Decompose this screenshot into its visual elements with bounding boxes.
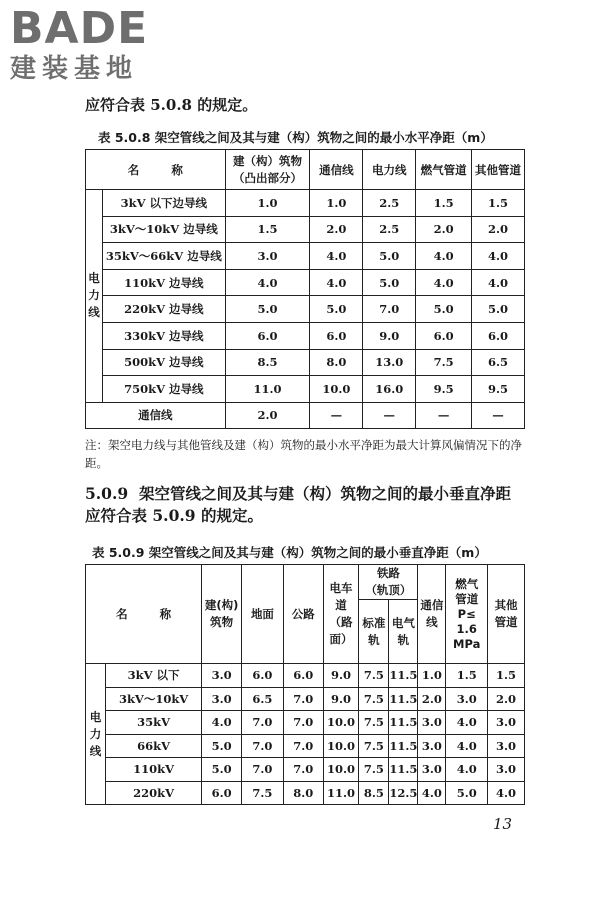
t1-header-other: 其他管道 xyxy=(472,150,525,190)
cell-value: 11.0 xyxy=(323,781,359,805)
t2-header-road: 公路 xyxy=(283,565,323,664)
row-name: 110kV 边导线 xyxy=(102,269,225,296)
cell-value: 5.0 xyxy=(202,758,242,782)
cell-value: 4.0 xyxy=(446,734,488,758)
cell-value: 5.0 xyxy=(310,296,363,323)
t1-header-gas: 燃气管道 xyxy=(416,150,472,190)
cell-value: 4.0 xyxy=(472,269,525,296)
t2-header-tram: 电车 道 （路 面） xyxy=(323,565,359,664)
row-name: 500kV 边导线 xyxy=(102,349,225,376)
cell-value: 5.0 xyxy=(225,296,310,323)
row-name: 220kV xyxy=(105,781,201,805)
cell-value: 16.0 xyxy=(363,376,416,403)
cell-value: 1.5 xyxy=(488,664,525,688)
cell-value: 7.5 xyxy=(416,349,472,376)
cell-value: 7.0 xyxy=(283,687,323,711)
t2-header-other: 其他 管道 xyxy=(488,565,525,664)
row-name: 3kV 以下边导线 xyxy=(102,190,225,217)
cell-value: — xyxy=(416,402,472,428)
row-name: 750kV 边导线 xyxy=(102,376,225,403)
t2-group-label: 电 力 线 xyxy=(86,664,106,805)
cell-value: 3.0 xyxy=(488,758,525,782)
row-name: 3kV～10kV 边导线 xyxy=(102,216,225,243)
table-row xyxy=(86,216,525,243)
table-5-0-8 xyxy=(85,149,525,429)
table-row xyxy=(86,664,525,688)
t2-header-building: 建(构) 筑物 xyxy=(202,565,242,664)
cell-value: 6.0 xyxy=(225,322,310,349)
cell-value: 11.0 xyxy=(225,376,310,403)
cell-value: 6.0 xyxy=(283,664,323,688)
cell-value: 10.0 xyxy=(323,711,359,735)
table1-note: 注：架空电力线与其他管线及建（构）筑物的最小水平净距为最大计算风偏情况下的净距。 xyxy=(85,438,522,470)
cell-value: 3.0 xyxy=(202,664,242,688)
row-name: 330kV 边导线 xyxy=(102,322,225,349)
cell-value: 13.0 xyxy=(363,349,416,376)
cell-value: 4.0 xyxy=(310,269,363,296)
cell-value: 10.0 xyxy=(323,734,359,758)
intro-line: 应符合表 5.0.8 的规定。 xyxy=(85,96,258,114)
cell-value: 2.0 xyxy=(418,687,446,711)
row-name: 35kV xyxy=(105,711,201,735)
t2-header-name: 名 称 xyxy=(86,565,202,664)
cell-value: 4.0 xyxy=(202,711,242,735)
logo-letters: BADE xyxy=(10,3,149,54)
cell-value: 3.0 xyxy=(488,711,525,735)
t1-header-name: 名 称 xyxy=(86,150,226,190)
cell-value: 11.5 xyxy=(389,687,418,711)
cell-value: 10.0 xyxy=(310,376,363,403)
row-name: 66kV xyxy=(105,734,201,758)
cell-value: 1.5 xyxy=(225,216,310,243)
t1-group-label: 电 力 线 xyxy=(86,190,103,403)
cell-value: 1.0 xyxy=(310,190,363,217)
cell-value: 8.5 xyxy=(225,349,310,376)
cell-value: 11.5 xyxy=(389,758,418,782)
table2-header-row1 xyxy=(86,565,525,600)
t1-header-building: 建（构）筑物 （凸出部分） xyxy=(225,150,310,190)
cell-value: 7.0 xyxy=(283,734,323,758)
table-5-0-9 xyxy=(85,564,525,805)
cell-value: 6.0 xyxy=(310,322,363,349)
cell-value: 5.0 xyxy=(472,296,525,323)
cell-value: 5.0 xyxy=(446,781,488,805)
cell-value: 3.0 xyxy=(418,758,446,782)
cell-value: 8.0 xyxy=(310,349,363,376)
logo xyxy=(10,3,149,84)
cell-value: 9.0 xyxy=(323,687,359,711)
cell-value: 11.5 xyxy=(389,734,418,758)
cell-value: 9.0 xyxy=(323,664,359,688)
cell-value: 1.5 xyxy=(446,664,488,688)
cell-value: 6.5 xyxy=(472,349,525,376)
cell-value: 7.5 xyxy=(359,734,389,758)
row-name: 110kV xyxy=(105,758,201,782)
table-row xyxy=(86,322,525,349)
cell-value: 6.0 xyxy=(202,781,242,805)
cell-value: 7.0 xyxy=(242,711,284,735)
cell-value: 8.5 xyxy=(359,781,389,805)
cell-value: 2.0 xyxy=(225,402,310,428)
section-text-line1: 架空管线之间及其与建（构）筑物之间的最小垂直净距 xyxy=(138,484,511,503)
t2-header-telecom: 通信 线 xyxy=(418,565,446,664)
cell-value: 7.0 xyxy=(363,296,416,323)
row-name: 通信线 xyxy=(86,402,226,428)
cell-value: 7.0 xyxy=(242,758,284,782)
table-row xyxy=(86,402,525,428)
cell-value: 3.0 xyxy=(446,687,488,711)
cell-value: 6.5 xyxy=(242,687,284,711)
cell-value: 2.0 xyxy=(472,216,525,243)
row-name: 3kV 以下 xyxy=(105,664,201,688)
cell-value: 9.5 xyxy=(416,376,472,403)
table-row xyxy=(86,711,525,735)
cell-value: 1.0 xyxy=(418,664,446,688)
cell-value: 7.5 xyxy=(242,781,284,805)
cell-value: 2.0 xyxy=(488,687,525,711)
cell-value: 7.5 xyxy=(359,664,389,688)
cell-value: 8.0 xyxy=(283,781,323,805)
table-row xyxy=(86,376,525,403)
cell-value: — xyxy=(363,402,416,428)
cell-value: 2.5 xyxy=(363,216,416,243)
cell-value: 11.5 xyxy=(389,711,418,735)
cell-value: 7.0 xyxy=(283,711,323,735)
t2-header-railway: 铁路 （轨顶） xyxy=(359,565,418,600)
cell-value: 12.5 xyxy=(389,781,418,805)
t2-header-gas: 燃气 管道 P≤ 1.6 MPa xyxy=(446,565,488,664)
table-row xyxy=(86,781,525,805)
cell-value: 2.0 xyxy=(310,216,363,243)
t2-header-rail-standard: 标准 轨 xyxy=(359,600,389,664)
cell-value: 9.0 xyxy=(363,322,416,349)
table-row xyxy=(86,190,525,217)
cell-value: 7.0 xyxy=(283,758,323,782)
cell-value: 4.0 xyxy=(416,269,472,296)
cell-value: 4.0 xyxy=(488,781,525,805)
cell-value: 5.0 xyxy=(363,243,416,270)
cell-value: 5.0 xyxy=(416,296,472,323)
cell-value: 9.5 xyxy=(472,376,525,403)
cell-value: 1.5 xyxy=(472,190,525,217)
cell-value: 4.0 xyxy=(225,269,310,296)
t1-header-power: 电力线 xyxy=(363,150,416,190)
cell-value: 3.0 xyxy=(418,711,446,735)
section-text-line2: 应符合表 5.0.9 的规定。 xyxy=(85,506,263,525)
cell-value: 10.0 xyxy=(323,758,359,782)
table1-caption: 表 5.0.8 架空管线之间及其与建（构）筑物之间的最小水平净距（m） xyxy=(98,130,493,145)
cell-value: 6.0 xyxy=(472,322,525,349)
t1-header-telecom: 通信线 xyxy=(310,150,363,190)
cell-value: 5.0 xyxy=(202,734,242,758)
t2-header-ground: 地面 xyxy=(242,565,284,664)
logo-chinese: 建装基地 xyxy=(10,54,139,84)
section-5-0-9 xyxy=(85,483,511,527)
cell-value: 6.0 xyxy=(242,664,284,688)
table-row xyxy=(86,349,525,376)
cell-value: 7.5 xyxy=(359,711,389,735)
cell-value: 7.5 xyxy=(359,687,389,711)
t2-header-rail-electric: 电气 轨 xyxy=(389,600,418,664)
table-row xyxy=(86,734,525,758)
page-number: 13 xyxy=(493,815,513,833)
cell-value: 3.0 xyxy=(488,734,525,758)
cell-value: 6.0 xyxy=(416,322,472,349)
table1-header-row xyxy=(86,150,525,190)
cell-value: 7.0 xyxy=(242,734,284,758)
table-row xyxy=(86,687,525,711)
table-row xyxy=(86,758,525,782)
cell-value: 7.5 xyxy=(359,758,389,782)
cell-value: 4.0 xyxy=(416,243,472,270)
cell-value: 1.5 xyxy=(416,190,472,217)
cell-value: — xyxy=(310,402,363,428)
row-name: 220kV 边导线 xyxy=(102,296,225,323)
cell-value: 4.0 xyxy=(446,758,488,782)
cell-value: 11.5 xyxy=(389,664,418,688)
cell-value: 4.0 xyxy=(446,711,488,735)
table2-caption: 表 5.0.9 架空管线之间及其与建（构）筑物之间的最小垂直净距（m） xyxy=(92,545,487,560)
cell-value: 3.0 xyxy=(225,243,310,270)
cell-value: — xyxy=(472,402,525,428)
cell-value: 4.0 xyxy=(418,781,446,805)
cell-value: 1.0 xyxy=(225,190,310,217)
table-row xyxy=(86,296,525,323)
cell-value: 5.0 xyxy=(363,269,416,296)
cell-value: 4.0 xyxy=(310,243,363,270)
cell-value: 3.0 xyxy=(418,734,446,758)
cell-value: 2.5 xyxy=(363,190,416,217)
section-number: 5.0.9 xyxy=(85,484,129,503)
row-name: 35kV～66kV 边导线 xyxy=(102,243,225,270)
row-name: 3kV～10kV xyxy=(105,687,201,711)
cell-value: 4.0 xyxy=(472,243,525,270)
table-row xyxy=(86,269,525,296)
table-row xyxy=(86,243,525,270)
cell-value: 3.0 xyxy=(202,687,242,711)
cell-value: 2.0 xyxy=(416,216,472,243)
